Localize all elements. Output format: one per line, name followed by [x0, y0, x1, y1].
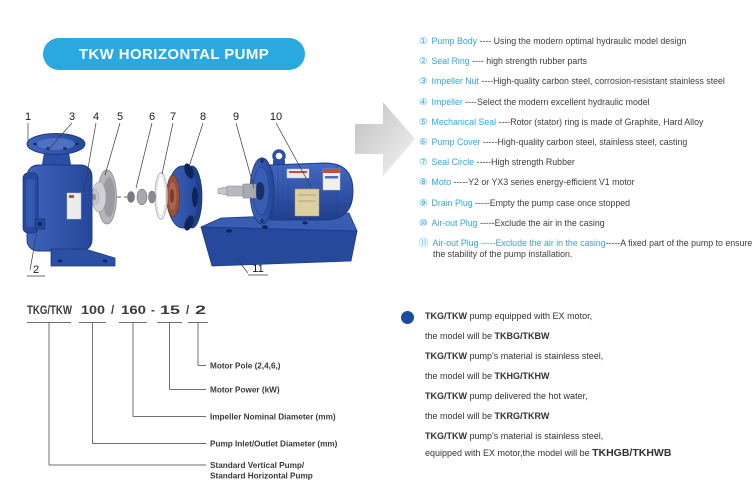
model-power-token: 15	[160, 305, 181, 317]
motor-base-plate	[201, 213, 357, 266]
right-arrow-icon	[353, 96, 417, 182]
part-item-11	[419, 238, 755, 260]
model-impeller-token: 160	[121, 305, 146, 317]
part-item-5	[419, 117, 755, 128]
pump-cover	[167, 162, 203, 232]
part-desc: -----A fixed part of the pump to ensure the stability of the pump installation.	[433, 237, 755, 259]
motor-nameplate	[295, 189, 319, 216]
callout-6: 6	[148, 111, 156, 123]
callout-2: 2	[32, 264, 40, 276]
impeller	[91, 170, 117, 224]
motor-lifting-eye	[274, 151, 284, 161]
callout-11: 11	[252, 263, 264, 275]
callout-3: 3	[68, 111, 76, 123]
part-desc: ----Rotor (stator) ring is made of Graphite, Hard Alloy	[496, 116, 704, 127]
part-desc: -----Empty the pump case once stopped	[472, 197, 631, 208]
part-number: ⑧	[419, 177, 428, 189]
note-line: TKG/TKW pump's material is stainless steel,	[425, 351, 604, 361]
model-designation-diagram	[20, 298, 370, 493]
label-motor-power: Motor Power (kW)	[210, 385, 280, 395]
model-leader-lines	[27, 323, 208, 466]
part-number: ③	[419, 76, 428, 88]
model-code: TKRG/TKRW	[494, 411, 550, 421]
part-item-2	[419, 56, 755, 67]
part-item-3	[419, 76, 755, 87]
part-number: ⑪	[419, 237, 429, 249]
part-name: Pump Cover	[431, 136, 481, 147]
pump-exploded-diagram	[15, 103, 360, 288]
part-desc: -----Y2 or YX3 series energy-efficient V1 motor	[451, 177, 635, 188]
note-line: TKG/TKW pump equipped with EX motor,	[425, 311, 593, 321]
model-separator: -	[151, 305, 155, 317]
note-line: TKG/TKW pump's material is stainless steel,	[425, 431, 604, 441]
callout-8: 8	[199, 111, 207, 123]
part-desc: -----High strength Rubber	[474, 157, 575, 168]
part-item-8	[419, 177, 755, 188]
label-standard-pump-line2: Standard Horizontal Pump	[210, 471, 313, 481]
model-code: TKHGB/TKHWB	[592, 447, 672, 459]
model-notes	[425, 306, 750, 460]
part-item-4	[419, 97, 755, 108]
part-number: ②	[419, 56, 428, 68]
pump-foot	[51, 249, 115, 266]
part-name: Drain Plug	[431, 197, 473, 208]
motor	[218, 151, 353, 224]
part-name: Impeller Nut	[431, 76, 479, 87]
callout-9: 9	[232, 111, 240, 123]
model-code: TKBG/TKBW	[494, 331, 550, 341]
part-name: Pump Body	[431, 36, 478, 46]
part-number: ⑨	[419, 197, 428, 209]
callout-7: 7	[169, 111, 177, 123]
label-impeller-diameter: Impeller Nominal Diameter (mm)	[210, 412, 336, 422]
part-desc: ---- Using the modern optimal hydraulic model design	[477, 36, 687, 46]
part-item-6	[419, 137, 755, 148]
callout-1: 1	[24, 111, 32, 123]
part-desc: ----High-quality carbon steel, corrosion-resistant stainless steel	[478, 76, 725, 87]
callout-5: 5	[116, 111, 124, 123]
label-standard-pump-line1: Standard Vertical Pump/	[210, 461, 305, 470]
model-inlet-token: 100	[81, 305, 105, 317]
title-banner	[43, 38, 305, 70]
note-line: the model will be TKRG/TKRW	[425, 411, 550, 421]
part-number: ④	[419, 96, 428, 108]
part-number: ⑤	[419, 116, 428, 128]
motor-shaft	[218, 184, 256, 198]
part-name: Mechanical Seal	[431, 116, 497, 127]
model-separator: /	[111, 305, 115, 317]
page-title: TKW HORIZONTAL PUMP	[78, 45, 270, 63]
part-desc: ----Select the modern excellent hydraulic model	[462, 96, 650, 107]
part-number: ⑥	[419, 136, 428, 148]
bullet-icon	[401, 311, 414, 324]
model-separator: /	[186, 305, 190, 317]
part-item-10	[419, 218, 755, 229]
part-desc: -----Exclude the air in the casing	[477, 217, 605, 228]
mechanical-seal-parts	[117, 189, 156, 205]
seal-circle-oring	[155, 173, 167, 219]
part-name: Air-out Plug -----Exclude the air in the casing	[432, 237, 606, 248]
part-item-7	[419, 157, 755, 168]
model-code: TKHG/TKHW	[494, 371, 550, 381]
part-name: Air-out Plug	[431, 217, 478, 228]
model-series-token: TKG/TKW	[27, 305, 73, 317]
label-inlet-outlet-diameter: Pump Inlet/Outlet Diameter (mm)	[210, 439, 338, 449]
part-number: ⑩	[419, 217, 428, 229]
note-line: equipped with EX motor,the model will be TKHGB/TKHWB	[425, 447, 672, 459]
part-desc: ---- high strength rubber parts	[469, 56, 588, 67]
parts-list	[419, 36, 755, 269]
part-name: Moto	[431, 177, 452, 188]
note-line: the model will be TKBG/TKBW	[425, 331, 550, 341]
callout-4: 4	[92, 111, 100, 123]
part-item-9	[419, 198, 755, 209]
note-line: TKG/TKW pump delivered the hot water,	[425, 391, 588, 401]
model-pole-token: 2	[195, 305, 206, 317]
part-number: ①	[419, 36, 428, 47]
part-number: ⑦	[419, 157, 428, 169]
callout-10: 10	[269, 111, 283, 123]
part-desc: -----High-quality carbon steel, stainless steel, casting	[480, 136, 688, 147]
part-name: Seal Circle	[431, 157, 475, 168]
part-name: Impeller	[431, 96, 463, 107]
part-item-1	[419, 36, 755, 47]
label-motor-pole: Motor Pole (2,4,6,)	[210, 361, 281, 371]
note-line: the model will be TKHG/TKHW	[425, 371, 550, 381]
part-name: Seal Ring	[431, 56, 470, 67]
